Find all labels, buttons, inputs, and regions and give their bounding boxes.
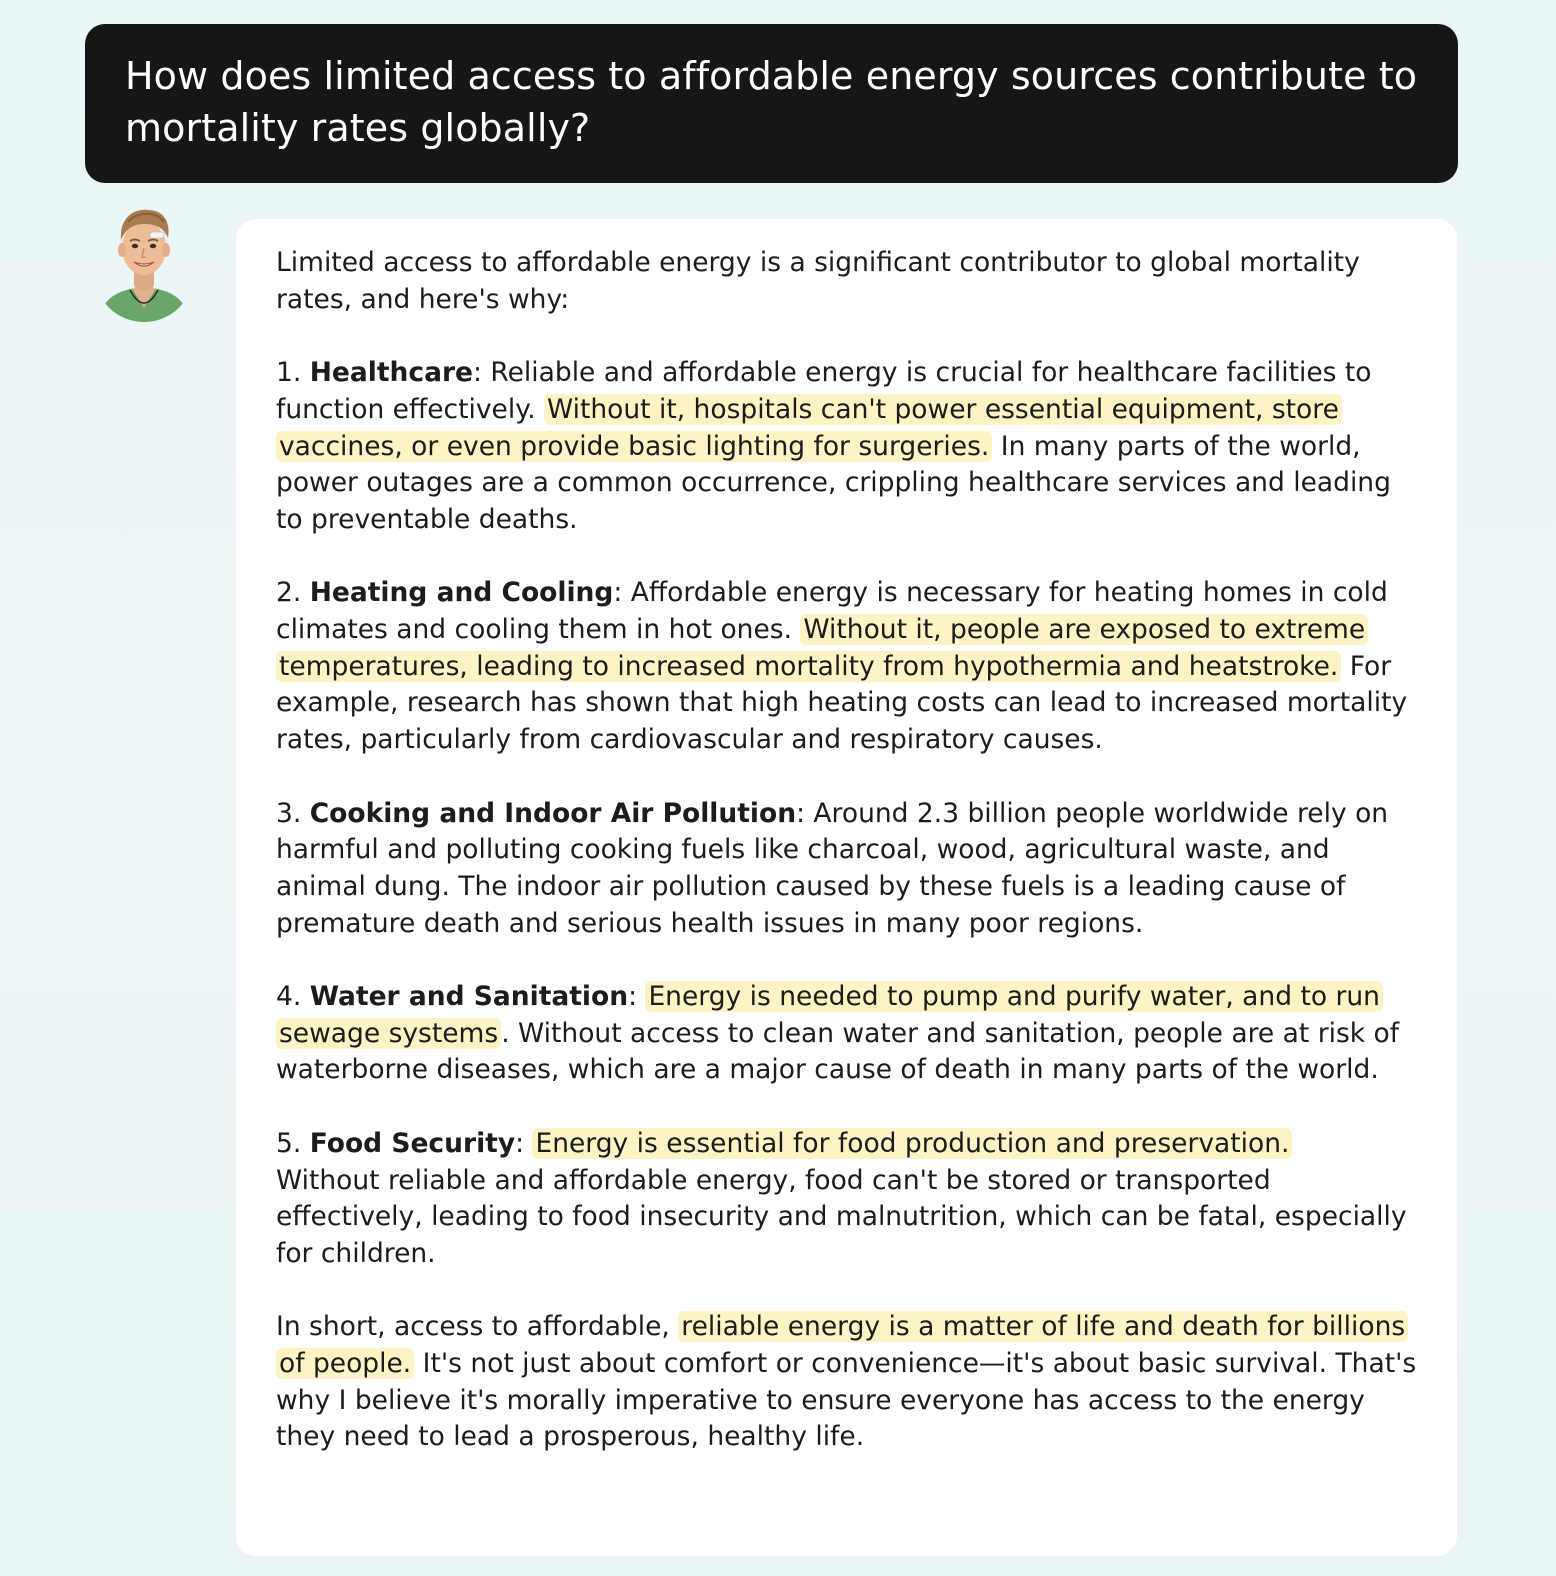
list-item-heading: Cooking and Indoor Air Pollution [309,797,797,829]
list-item-text: For example, research has shown that high heating costs can lead to increased mortality rates, particularly from cardiovascular and respiratory causes. [276,650,1408,756]
list-item-heading: Water and Sanitation [309,981,629,1012]
question-banner [85,24,1458,183]
conclusion-text: In short, access to affordable, [276,1311,679,1343]
highlighted-text: Energy is essential for food production and preservation. [532,1128,1292,1159]
person-avatar-icon [94,204,194,322]
list-item [276,575,1417,759]
list-item-text: : Affordable energy is necessary for heating homes in cold climates and cooling them in hot ones. [276,577,1388,645]
answer-conclusion [276,1309,1417,1456]
list-item [276,979,1417,1089]
list-item-number: 3. [276,797,302,829]
list-item-number: 5. [276,1127,302,1159]
highlighted-text: Energy is needed to pump and purify water, and to run sewage systems [276,981,1383,1049]
list-item [276,796,1417,943]
list-item-text: . Without access to clean water and sanitation, people are at risk of waterborne diseases, which are a major cause of death in many parts of the world. [276,1017,1400,1086]
list-item-text: In many parts of the world, power outages are a common occurrence, crippling healthcare services and leading to preventable deaths. [276,430,1391,535]
list-item-text: : [628,981,646,1012]
list-item-text: Without reliable and affordable energy, food can't be stored or transported effectively, leading to food insecurity and malnutrition, which can be fatal, especially for children. [276,1164,1407,1269]
answer-intro: Limited access to affordable energy is a significant contributor to global mortality rates, and here's why: [276,247,1360,315]
list-item-number: 1. [276,357,302,389]
list-item-text: : [515,1127,533,1159]
list-item-text: : Around 2.3 billion people worldwide rely on harmful and polluting cooking fuels like charcoal, wood, agricultural waste, and animal dung. The indoor air pollution caused by these fuels is a leading cause of premature death and serious health issues in many poor regions. [276,797,1389,939]
highlighted-text: Without it, hospitals can't power essential equipment, store vaccines, or even provide basic lighting for surgeries. [276,394,1342,462]
list-item-heading: Heating and Cooling [309,577,614,609]
list-item [276,355,1417,539]
list-item-number: 4. [276,981,302,1012]
list-item [276,1126,1417,1273]
question-text: How does limited access to affordable energy sources contribute to mortality rates globally? [125,54,1418,150]
list-item-heading: Healthcare [309,357,474,389]
highlighted-text: reliable energy is a matter of life and death for billions of people. [276,1311,1408,1379]
conclusion-text: It's not just about comfort or convenience—it's about basic survival. That's why I believe it's morally imperative to ensure everyone has access to the energy they need to lead a prosperous, healthy life. [276,1348,1417,1453]
list-item-heading: Food Security [309,1127,516,1159]
highlighted-text: Without it, people are exposed to extreme temperatures, leading to increased mortality from hypothermia and heatstroke. [276,614,1368,682]
list-item-number: 2. [276,577,302,609]
list-item-text: : Reliable and affordable energy is crucial for healthcare facilities to function effectively. [276,357,1372,425]
answer-card [236,219,1457,1556]
